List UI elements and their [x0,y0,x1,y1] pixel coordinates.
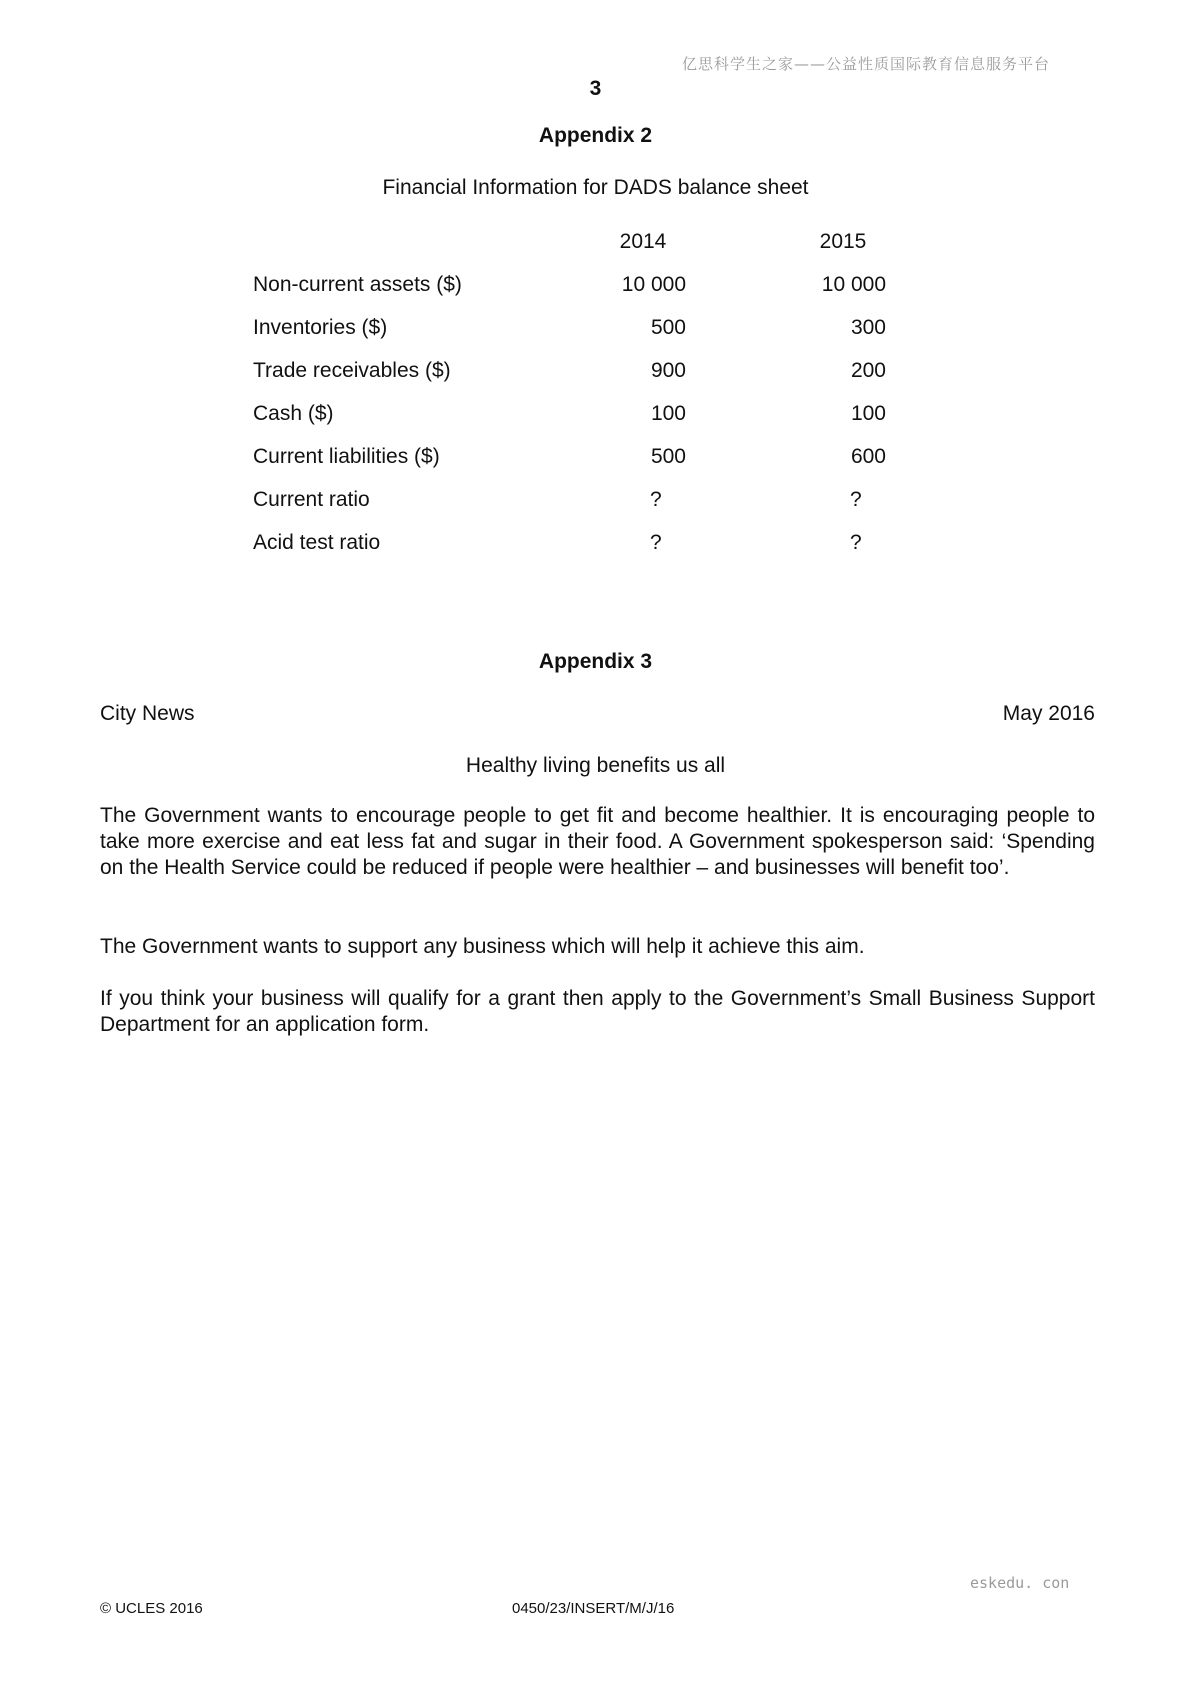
appendix-2-heading: Appendix 2 [538,124,653,147]
value-2014: 500 [650,445,686,468]
value-2015: 200 [850,359,886,382]
footer-code: 0450/23/INSERT/M/J/16 [512,1600,675,1617]
news-date: May 2016 [1002,702,1095,725]
row-label: Trade receivables ($) [253,359,451,382]
value-2015: ? [850,488,862,511]
value-2015: 100 [850,402,886,425]
year-header-2015: 2015 [819,230,867,253]
value-2015: 600 [850,445,886,468]
value-2015: 300 [850,316,886,339]
footer-copyright: © UCLES 2016 [100,1600,203,1617]
value-2014: ? [650,488,662,511]
row-label: Current ratio [253,488,370,511]
year-header-2014: 2014 [619,230,667,253]
news-paragraph: If you think your business will qualify for a grant then apply to the Government’s Small Business Support Department for an application form. [100,987,1095,1036]
value-2014: 900 [650,359,686,382]
news-headline: Healthy living benefits us all [465,754,726,777]
value-2014: 10 000 [621,273,686,296]
appendix-2-caption: Financial Information for DADS balance sheet [382,176,809,199]
news-paragraph: The Government wants to encourage people to get fit and become healthier. It is encouraging people to take more exercise and eat less fat and sugar in their food. A Government spokesperson said: ‘Spending on the Health Service could be reduced if people were healthier – and businesses will benefit too’. [100,804,1095,879]
appendix-3-heading: Appendix 3 [538,650,653,673]
news-source: City News [100,702,195,725]
news-paragraph: The Government wants to support any business which will help it achieve this aim. [100,935,865,958]
value-2014: 100 [650,402,686,425]
value-2015: 10 000 [821,273,886,296]
page-number: 3 [589,77,602,100]
value-2015: ? [850,531,862,554]
watermark-bottom: eskedu. con [970,1574,1070,1592]
row-label: Acid test ratio [253,531,381,554]
row-label: Non-current assets ($) [253,273,462,296]
value-2014: ? [650,531,662,554]
value-2014: 500 [650,316,686,339]
row-label: Current liabilities ($) [253,445,440,468]
row-label: Inventories ($) [253,316,388,339]
row-label: Cash ($) [253,402,334,425]
watermark-top: 亿思科学生之家——公益性质国际教育信息服务平台 [682,55,1051,73]
